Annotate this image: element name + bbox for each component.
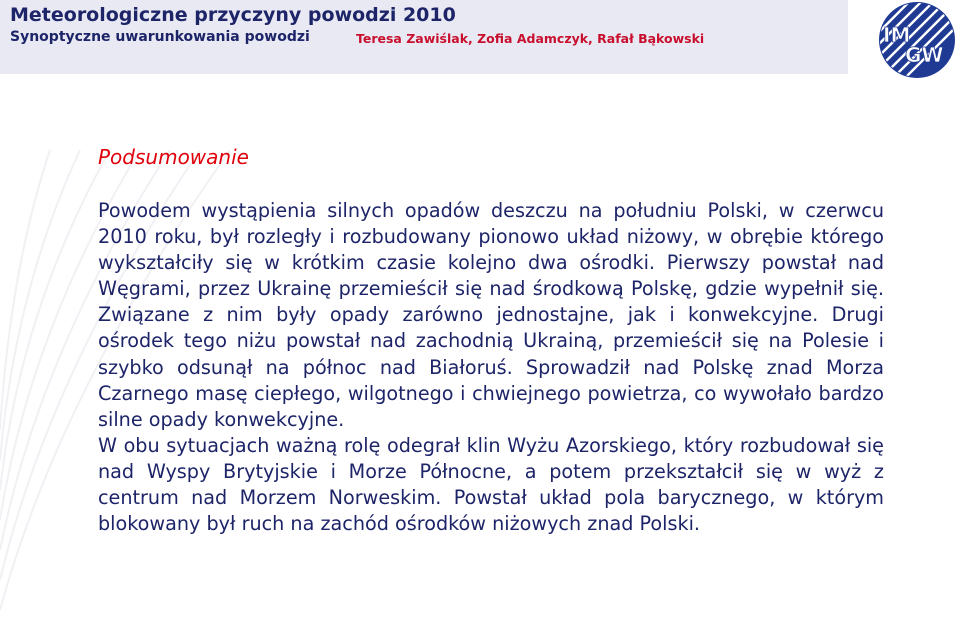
- summary-paragraph: Powodem wystąpienia silnych opadów deszczu na południu Polski, w czerwcu 2010 roku, był rozległy i rozbudowany pionowo układ niżowy, w obrębie którego wykształciły się w krótkim czasie kolejno dwa ośrodki. Pierwszy powstał nad Węgrami, przez Ukrainę przemieścił się nad środkową Polskę, gdzie wypełnił się. Związane z nim były opady zarówno jednostajne, jak i konwekcyjne. Drugi ośrodek tego niżu powstał nad zachodnią Ukrainą, przemieścił się na Polesie i szybko odsunął na północ nad Białoruś. Sprowadził nad Polskę znad Morza Czarnego masę ciepłego, wilgotnego i chwiejnego powietrza, co wywołało bardzo silne opady konwekcyjne.: [98, 199, 884, 431]
- summary-text: [98, 198, 884, 537]
- presentation-title: Meteorologiczne przyczyny powodzi 2010: [10, 4, 456, 26]
- authors-line: Teresa Zawiślak, Zofia Adamczyk, Rafał Bąkowski: [356, 31, 705, 46]
- logo-text-top: IM: [883, 23, 911, 47]
- presentation-subtitle: Synoptyczne uwarunkowania powodzi: [10, 29, 310, 45]
- section-heading: Podsumowanie: [98, 145, 249, 169]
- header-band: [0, 0, 848, 74]
- imgw-logo: [877, 0, 957, 80]
- logo-text-bottom: GW: [905, 43, 944, 67]
- summary-paragraph: W obu sytuacjach ważną rolę odegrał klin Wyżu Azorskiego, który rozbudował się nad Wyspy Brytyjskie i Morze Północne, a potem przekształcił się w wyż z centrum nad Morzem Norweskim. Powstał układ pola barycznego, w którym blokowany był ruch na zachód ośrodków niżowych znad Polski.: [98, 433, 884, 536]
